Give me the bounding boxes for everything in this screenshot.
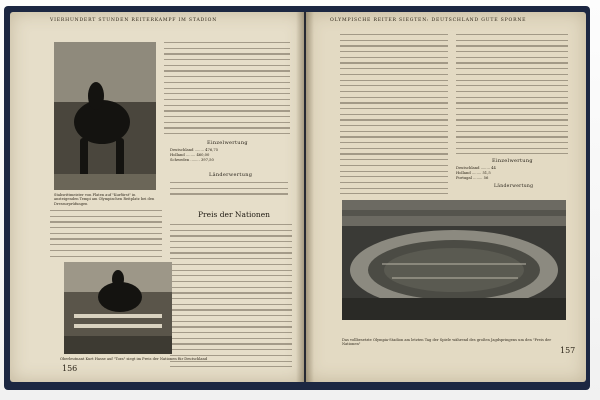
right-team-subhead: Länderwertung	[494, 184, 534, 189]
preis-text	[170, 224, 292, 368]
result-row: Deutschland ........ 44	[456, 166, 496, 170]
top-photo-caption: Stabsrittmeister von Platen auf "Kurfürst" in ansteigenden Tempi am Olympischen Reitplatz bei den Dressurprüfungen	[54, 193, 155, 206]
left-running-head: VIERHUNDERT STUNDEN REITERKAMPF IM STADION	[50, 18, 218, 23]
top-photo	[54, 42, 156, 190]
result-row: Schweden ........ 397,50	[170, 158, 214, 162]
right-team-results	[456, 166, 568, 181]
right-column-2-text	[456, 34, 568, 154]
left-body-text	[50, 210, 162, 260]
left-page	[10, 12, 304, 382]
right-page	[306, 12, 586, 382]
individual-heading: Einzelwertung	[207, 140, 248, 146]
left-column-text	[164, 42, 290, 134]
right-column-1-text	[340, 34, 448, 194]
stadium-photo	[342, 200, 566, 320]
team-results-lines	[170, 182, 288, 202]
result-row: Portugal ........ 56	[456, 176, 489, 180]
bottom-photo-caption: Oberleutnant Kurt Hasse auf "Tora" siegt im Preis der Nationen für Deutschland	[60, 357, 208, 361]
book-gutter	[296, 12, 314, 382]
stadium-caption: Das vollbesetzte Olympia-Stadion am letzten Tag der Spiele während des großen Jagdspringens um den "Preis der Nationen"	[342, 338, 552, 347]
result-row: Holland ........ 460,00	[170, 153, 210, 157]
right-page-number: 157	[560, 346, 576, 355]
individual-results	[170, 148, 288, 163]
right-running-head: OLYMPISCHE REITER SIEGTEN: DEUTSCHLAND GUTE SPORNE	[330, 18, 527, 23]
right-team-heading: Einzelwertung	[492, 158, 533, 164]
left-page-number: 156	[62, 364, 78, 373]
result-row: Holland ........ 51,5	[456, 171, 491, 175]
result-row: Deutschland ........ 476,75	[170, 148, 219, 152]
team-heading: Länderwertung	[209, 172, 253, 178]
preis-heading: Preis der Nationen	[198, 210, 270, 219]
stadium-illustration	[342, 200, 566, 320]
bottom-photo	[64, 262, 172, 354]
